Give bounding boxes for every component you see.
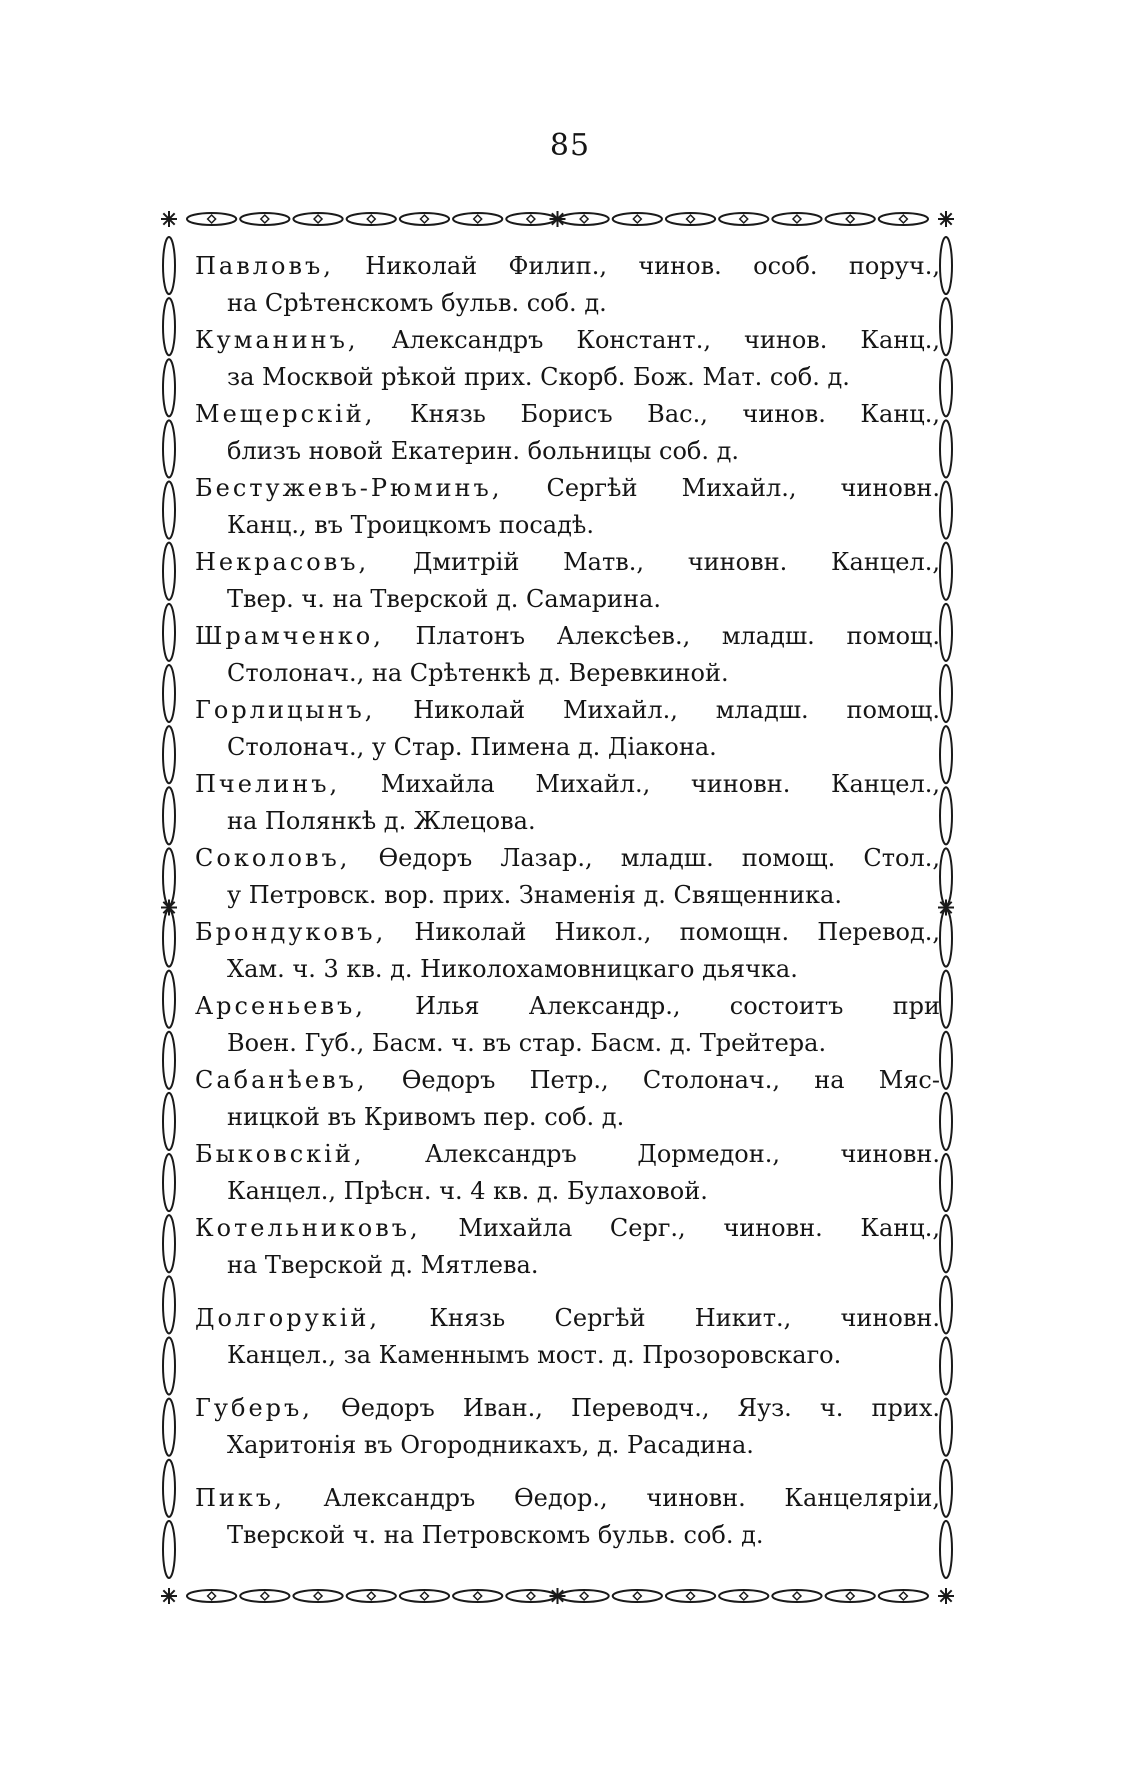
border-link [940,1154,952,1211]
entry-details: Ѳедоръ Петр., Столонач., на Мяс- [401,1066,940,1094]
border-link [940,1276,952,1333]
entry-address: Тверской ч. на Петровскомъ бульв. соб. д. [227,1521,764,1549]
border-link [163,359,175,416]
directory-entry [195,544,940,618]
entry-address: Столонач., на Срѣтенкѣ д. Веревкиной. [227,659,729,687]
border-diamond [899,1592,907,1600]
border-link [163,1399,175,1456]
border-link [163,1154,175,1211]
directory-entry [195,470,940,544]
border-link [940,1460,952,1517]
border-diamond [633,215,641,223]
entry-surname: Некрасовъ, [195,548,370,576]
border-diamond [687,1592,695,1600]
entry-address: Хам. ч. 3 кв. д. Николохамовницкаго дьячка. [227,955,798,983]
border-diamond [580,215,588,223]
border-link [163,971,175,1028]
entry-address: на Полянкѣ д. Жлецова. [227,807,536,835]
border-link [940,1521,952,1578]
directory-entry [195,396,940,470]
border-link [940,1215,952,1272]
border-link [940,1093,952,1150]
entry-address: на Тверской д. Мятлева. [227,1251,539,1279]
border-link [163,1032,175,1089]
directory-entry [195,1480,940,1554]
border-diamond [474,1592,482,1600]
border-diamond [261,215,269,223]
border-link [163,1093,175,1150]
directory-entry [195,1300,940,1374]
border-link [163,543,175,600]
entry-address: Твер. ч. на Тверской д. Самарина. [227,585,661,613]
border-link [163,420,175,477]
border-link [940,420,952,477]
entry-surname: Соколовъ, [195,844,351,872]
entry-surname: Быковскій, [195,1140,365,1168]
entry-details: Александръ Дормедон., чиновн. [425,1140,940,1168]
border-link [163,482,175,539]
entry-address: за Москвой рѣкой прих. Скорб. Бож. Мат. соб. д. [227,363,850,391]
border-link [163,910,175,967]
border-link [163,1276,175,1333]
border-link [940,1399,952,1456]
entry-details: Дмитрій Матв., чиновн. Канцел., [412,548,940,576]
entry-surname: Горлицынъ, [195,696,376,724]
entry-details: Сергѣй Михайл., чиновн. [546,474,940,502]
border-link [940,971,952,1028]
border-link [940,298,952,355]
border-link [940,604,952,661]
directory-entry [195,988,940,1062]
directory-entry [195,766,940,840]
border-diamond [208,1592,216,1600]
directory-entry [195,840,940,914]
border-diamond [420,215,428,223]
border-link [940,237,952,294]
entry-details: Александръ Констант., чинов. Канц., [391,326,940,354]
entry-details: Александръ Ѳедор., чиновн. Канцеляріи, [323,1484,940,1512]
border-diamond [314,215,322,223]
border-diamond [474,215,482,223]
border-diamond [793,1592,801,1600]
entry-details: Михайла Михайл., чиновн. Канцел., [380,770,940,798]
border-link [940,1337,952,1394]
directory-entry [195,914,940,988]
border-diamond [420,1592,428,1600]
entry-details: Николай Михайл., младш. помощ. [413,696,940,724]
border-link [940,359,952,416]
border-diamond [367,215,375,223]
border-link [163,604,175,661]
entry-surname: Пикъ, [195,1484,285,1512]
entry-surname: Бестужевъ-Рюминъ, [195,474,503,502]
border-link [163,726,175,783]
directory-entry [195,692,940,766]
border-diamond [261,1592,269,1600]
border-diamond [580,1592,588,1600]
entry-address: ницкой въ Кривомъ пер. соб. д. [227,1103,625,1131]
border-diamond [633,1592,641,1600]
border-link [940,910,952,967]
border-diamond [208,215,216,223]
border-link [940,482,952,539]
border-link [940,543,952,600]
border-link [940,848,952,905]
border-diamond [793,215,801,223]
directory-list [195,248,940,1554]
border-link [163,1521,175,1578]
border-diamond [899,215,907,223]
border-link [940,665,952,722]
entry-address: Канцел., за Каменнымъ мост. д. Прозоровскаго. [227,1341,842,1369]
entry-details: Михайла Серг., чиновн. Канц., [458,1214,940,1242]
directory-entry [195,1390,940,1464]
border-diamond [527,1592,535,1600]
border-link [163,787,175,844]
border-diamond [740,1592,748,1600]
entry-surname: Долгорукій, [195,1304,381,1332]
border-link [163,1337,175,1394]
page-number: 85 [549,128,591,163]
border-link [940,787,952,844]
border-diamond [367,1592,375,1600]
entry-surname: Арсеньевъ, [195,992,366,1020]
entry-details: Платонъ Алексѣев., младш. помощ. [415,622,940,650]
directory-entry [195,248,940,322]
entry-surname: Губеръ, [195,1394,313,1422]
border-diamond [687,215,695,223]
entry-details: Николай Филип., чинов. особ. поруч., [365,252,940,280]
entry-details: Ѳедоръ Иван., Переводч., Яуз. ч. прих. [341,1394,940,1422]
entry-surname: Брондуковъ, [195,918,387,946]
border-link [940,726,952,783]
entry-surname: Котельниковъ, [195,1214,421,1242]
entry-surname: Пчелинъ, [195,770,341,798]
directory-entry [195,1136,940,1210]
entry-address: у Петровск. вор. прих. Знаменія д. Священника. [227,881,842,909]
entry-surname: Куманинъ, [195,326,359,354]
directory-entry [195,618,940,692]
border-link [163,1215,175,1272]
entry-surname: Мещерскій, [195,400,376,428]
entry-address: Харитонія въ Огородникахъ, д. Расадина. [227,1431,754,1459]
entry-surname: Шрамченко, [195,622,384,650]
border-link [163,848,175,905]
border-link [163,237,175,294]
entry-details: Князь Сергѣй Никит., чиновн. [429,1304,940,1332]
entry-details: Князь Борисъ Вас., чинов. Канц., [410,400,940,428]
entry-address: Канц., въ Троицкомъ посадѣ. [227,511,594,539]
entry-address: Воен. Губ., Басм. ч. въ стар. Басм. д. Трейтера. [227,1029,827,1057]
entry-address: на Срѣтенскомъ бульв. соб. д. [227,289,607,317]
border-diamond [846,1592,854,1600]
directory-entry [195,1062,940,1136]
border-link [163,298,175,355]
entry-details: Николай Никол., помощн. Перевод., [414,918,940,946]
entry-details: Илья Александр., состоитъ при [415,992,940,1020]
border-diamond [314,1592,322,1600]
border-link [163,1460,175,1517]
directory-entry [195,322,940,396]
entry-address: близъ новой Екатерин. больницы соб. д. [227,437,740,465]
border-diamond [527,215,535,223]
border-link [163,665,175,722]
entry-address: Столонач., у Стар. Пимена д. Діакона. [227,733,717,761]
entry-details: Ѳедоръ Лазар., младш. помощ. Стол., [378,844,940,872]
border-diamond [846,215,854,223]
entry-surname: Павловъ, [195,252,334,280]
entry-address: Канцел., Прѣсн. ч. 4 кв. д. Булаховой. [227,1177,708,1205]
entry-surname: Сабанѣевъ, [195,1066,368,1094]
directory-entry [195,1210,940,1284]
border-diamond [740,215,748,223]
border-link [940,1032,952,1089]
